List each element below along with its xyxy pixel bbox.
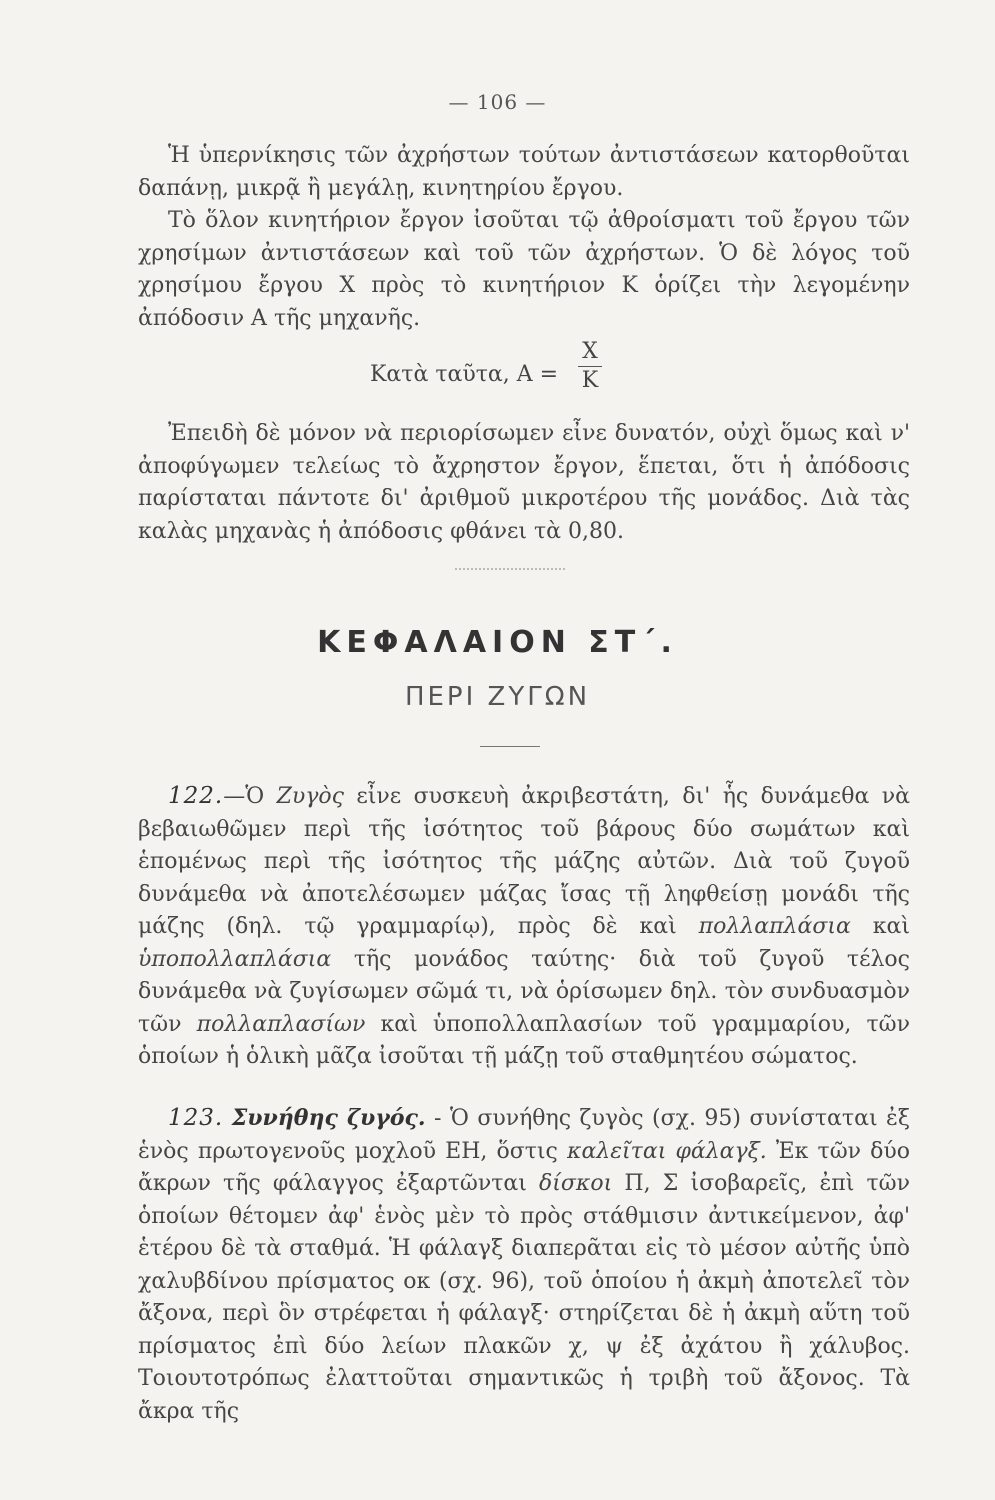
dotted-separator — [455, 568, 565, 570]
paragraph-efficiency-bound: Ἐπειδὴ δὲ μόνον νὰ περιορίσωμεν εἶνε δυνατόν, οὐχὶ ὅμως καὶ ν' ἀποφύγωμεν τελείως τὸ ἄχρηστον ἔργον, ἕπεται, ὅτι ἡ ἀπόδοσις παρίσταται πάντοτε δι' ἀριθμοῦ μικροτέρου τῆς μονάδος. Διὰ τὰς καλὰς μηχανὰς ἡ ἀπόδοσις φθάνει τὰ 0,80. — [138, 421, 910, 544]
term-diskoi: δίσκοι — [539, 1171, 613, 1196]
page-number: — 106 — — [448, 90, 547, 114]
term-phalanx: καλεῖται φάλαγξ. — [567, 1138, 767, 1164]
chapter-subtitle: ΠΕΡΙ ΖΥΓΩΝ — [404, 682, 591, 712]
formula-numerator: Χ — [582, 339, 598, 364]
section-123-text-c: Π, Σ ἰσοβαρεῖς, ἐπὶ τῶν ὁποίων θέτομεν ἀφ' ἑνὸς μὲν τὸ πρὸς στάθμισιν ἀντικείμενον, ἀφ' ἑτέρου δὲ τὰ σταθμά. Ἡ φάλαγξ διαπερᾶται εἰς τὸ μέσον αὐτῆς ὑπὸ χαλυβδίνου πρίσματος οκ (σχ. 96), τοῦ ὁποίου ἡ ἀκμὴ ἀποτελεῖ τὸν ἄξονα, περὶ ὃν στρέφεται ἡ φάλαγξ· στηρίζεται δὲ ἡ ἀκμὴ αὕτη τοῦ πρίσματος ἐπὶ δύο λείων πλακῶν χ, ψ ἐξ ἀχάτου ἢ χάλυβος. Τοιουτοτρόπως ἐλαττοῦται σημαντικῶς ἡ τριβὴ τοῦ ἄξονος. Τὰ ἄκρα τῆς — [138, 1171, 910, 1424]
section-123 — [138, 1102, 910, 1428]
section-123-text — [138, 1102, 910, 1428]
paragraph-efficiency-bound-block — [138, 418, 910, 548]
term-multiples-gen: πολλαπλασίων — [196, 1011, 366, 1037]
term-multiples: πολλαπλάσια — [698, 914, 851, 939]
paragraph-efficiency-definition: Τὸ ὅλον κινητήριον ἔργον ἰσοῦται τῷ ἀθροίσματι τοῦ ἔργου τῶν χρησίμων ἀντιστάσεων καὶ τοῦ τῶν ἀχρήστων. Ὁ δὲ λόγος τοῦ χρησίμου ἔργου Χ πρὸς τὸ κινητήριον Κ ὁρίζει τὴν λεγομένην ἀπόδοσιν Α τῆς μηχανῆς. — [138, 208, 910, 331]
formula-lhs: Κατὰ ταῦτα, Α = — [370, 362, 559, 387]
paragraph-useless-resistance: Ἡ ὑπερνίκησις τῶν ἀχρήστων τούτων ἀντιστάσεων κατορθοῦται δαπάνῃ, μικρᾷ ἢ μεγάλῃ, κινητηρίου ἔργου. — [138, 143, 910, 201]
section-123-heading: Συνήθης ζυγός. — [231, 1105, 426, 1131]
section-122 — [138, 780, 910, 1074]
efficiency-formula — [370, 340, 650, 400]
section-122-text-b: καὶ — [872, 914, 910, 939]
term-submultiples: ὑποπολλαπλάσια — [138, 946, 332, 972]
chapter-title: ΚΕΦΑΛΑΙΟΝ ΣΤ΄. — [317, 625, 678, 660]
formula-fraction — [578, 340, 602, 393]
section-122-dash: —Ὁ — [223, 784, 265, 809]
section-number-122: 122. — [168, 783, 224, 809]
section-number-123: 123. — [168, 1105, 224, 1131]
formula-denominator: Κ — [581, 368, 599, 393]
section-122-text-d: καὶ ὑποπολλαπλασίων τοῦ γραμμαρίου, τῶν ὁποίων ἡ ὁλικὴ μᾶζα ἰσοῦται τῇ μάζῃ τοῦ σταθμητέου σώματος. — [138, 1011, 910, 1069]
term-zygos: Ζυγὸς — [276, 784, 344, 809]
section-123-text-a: - Ὁ συνήθης ζυγὸς (σχ. 95) συνίσταται ἐξ ἑνὸς πρωτογενοῦς μοχλοῦ ΕΗ, ὅστις — [138, 1106, 910, 1164]
section-122-text-c: τῆς μονάδος ταύτης· διὰ τοῦ ζυγοῦ τέλος δυνάμεθα νὰ ζυγίσωμεν σῶμά τι, νὰ ὁρίσωμεν δηλ. τὸν συνδυασμὸν τῶν — [138, 946, 910, 1037]
section-123-text-b: Ἐκ τῶν δύο ἄκρων τῆς φάλαγγος ἐξαρτῶνται — [138, 1138, 910, 1196]
section-122-text-a: εἶνε συσκευὴ ἀκριβεστάτη, δι' ἧς δυνάμεθα νὰ βεβαιωθῶμεν περὶ τῆς ἰσότητος τοῦ βάρους δύο σωμάτων καὶ ἑπομένως περὶ τῆς ἰσότητος τῆς μάζης αὐτῶν. Διὰ τοῦ ζυγοῦ δυνάμεθα νὰ ἀποτελέσωμεν μάζας ἴσας τῇ ληφθείσῃ μονάδι τῆς μάζης (δηλ. τῷ γραμμαρίῳ), πρὸς δὲ καὶ — [138, 784, 910, 939]
section-122-text — [138, 780, 910, 1074]
intro-block — [138, 140, 910, 335]
title-rule — [480, 746, 540, 747]
fraction-bar — [578, 366, 602, 367]
